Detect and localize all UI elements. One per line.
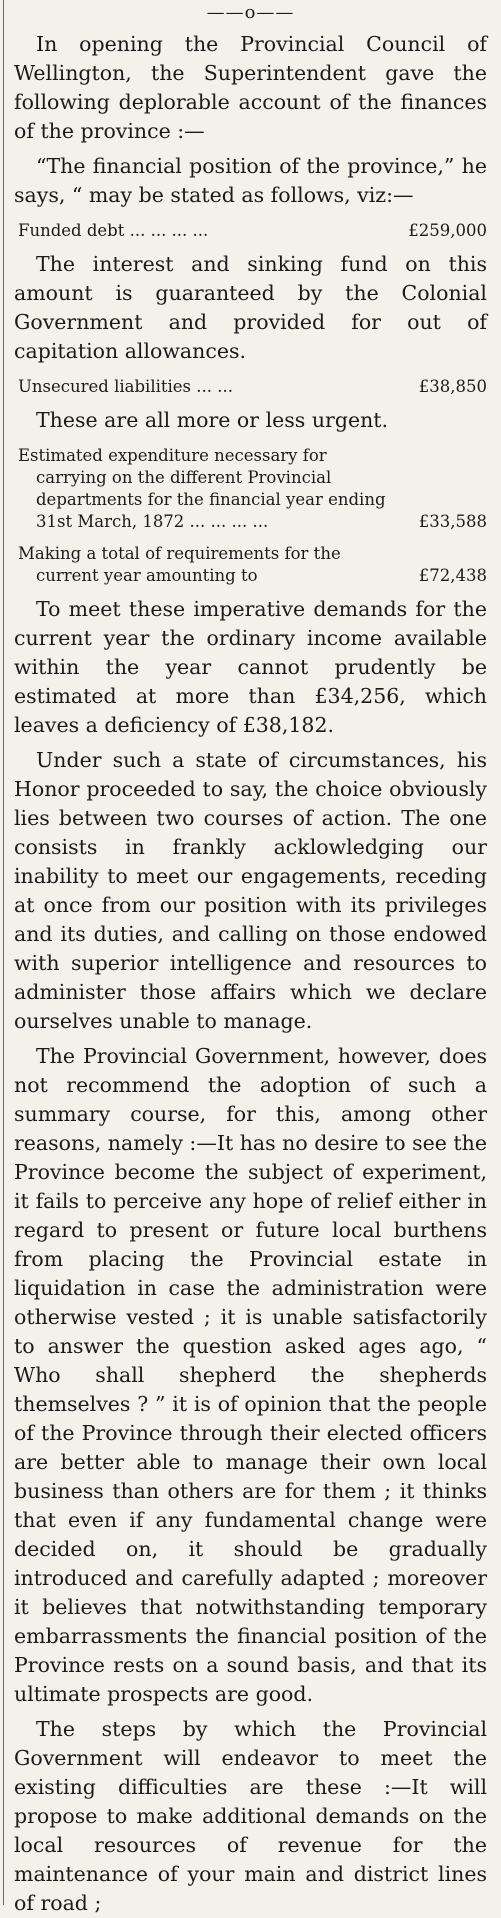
ledger-label: Making a total of requirements for the current year amounting to [18, 544, 341, 585]
paragraph-opening: In opening the Provincial Council of Wellington, the Superintendent gave the following deplorable account of the finances of the province :— [14, 32, 487, 143]
column-rule [3, 0, 4, 1905]
paragraph-interest: The interest and sinking fund on this amount is guaranteed by the Colonial Government and provided for out of capitation allowances. [14, 252, 487, 363]
ledger-amount: £72,438 [418, 566, 487, 585]
section-separator: ——o—— [206, 2, 295, 23]
ledger-label: Unsecured liabilities ... ... [18, 377, 233, 396]
paragraph-deficiency: To meet these imperative demands for the current year the ordinary income available within the year cannot prudently be estimated at more than £34,256, which leaves a deficiency of £38,182. [14, 597, 487, 737]
ledger-label: Funded debt ... ... ... ... [18, 221, 209, 240]
ledger-amount: £259,000 [408, 221, 487, 240]
ledger-unsecured [18, 376, 487, 398]
paragraph-quote-intro: “The financial position of the province,” he says, “ may be stated as follows, viz:— [14, 154, 487, 207]
ledger-total [18, 543, 487, 587]
paragraph-steps: The steps by which the Provincial Government will endeavor to meet the existing difficulties are these :—It will propose to make additional demands on the local resources of revenue for the maintenance of your main and district lines of road ; [14, 1717, 487, 1915]
paragraph-courses: Under such a state of circumstances, his Honor proceeded to say, the choice obviously lies between two courses of action. The one consists in frankly acklowledging our inability to meet our engagements, receding at once from our position with its privileges and its duties, and calling on those endowed with superior intelligence and resources to administer those affairs which we declare ourselves unable to manage. [14, 748, 487, 1033]
ledger-label: Estimated expenditure necessary for carrying on the different Provincial departments for the financial year ending 31st March, 1872 ... ... ... ... [18, 446, 386, 531]
paragraph-urgent: These are all more or less urgent. [36, 408, 389, 432]
ledger-amount: £33,588 [418, 512, 487, 531]
paragraph-government-view: The Provincial Government, however, does not recommend the adoption of such a summary course, for this, among other reasons, namely :—It has no desire to see the Province become the subject of experiment, it fails to perceive any hope of relief either in regard to present or future local burthens from placing the Provincial estate in liquidation in case the administration were otherwise vested ; it is unable satisfactorily to answer the question asked ages ago, “ Who shall shepherd the shepherds themselves ? ” it is of opinion that the people of the Province through their elected officers are better able to manage their own local business than others are for them ; it thinks that even if any fundamental change were decided on, it should be gradually introduced and carefully adapted ; moreover it believes that notwithstanding temporary embarrassments the financial position of the Province rests on a sound basis, and that its ultimate prospects are good. [14, 1044, 487, 1706]
ledger-funded-debt [18, 220, 487, 242]
ledger-estimated [18, 445, 487, 533]
ledger-amount: £38,850 [418, 377, 487, 396]
